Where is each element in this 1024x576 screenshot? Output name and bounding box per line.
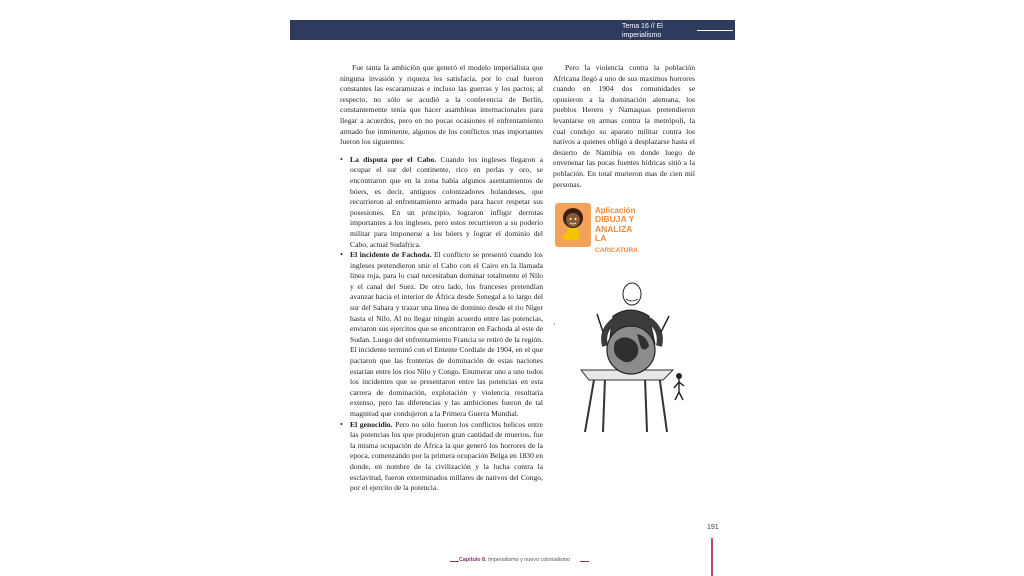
bullet-text: Pero no sólo fueron los conflictos belicos entre las potencias los que produjeron gran cantidad de muertos, fue la misma ocupación de África la que generó los horrores de la epoca, comenzando por la primera ocupación Belga en 1830 en donde, en nombre de la civilización y la lucha contra la esclavitud, fueron exterminados millares de nativos del Congo, por el ejercito de la potencia. [350, 419, 543, 493]
footer-line-left [450, 561, 459, 562]
conflict-list [340, 155, 543, 494]
header-title: Tema 16 // El imperialismo [622, 23, 663, 39]
bullet-title: El genocidio. [350, 419, 393, 429]
activity-title-line-2: ANALIZA [595, 223, 633, 234]
footer-line-right [580, 561, 589, 562]
intro-paragraph: Fue tanta la ambición que generó el modelo imperialista que ninguna invasión y riqueza les satisfacía, por lo cual fueron constantes las escaramuzas e incluso las guerras y los pactos; al respecto, no sólo se acudió a la conferencia de Berlín, constantemente tenía que hacer asambleas internacionales para llegar a acuerdos, pero en no pocas ocasiones el enfrentamiento armado fue inminente, algunos de los conflictos mas importantes fueron los siguientes: [340, 63, 543, 147]
activity-title-line-1: DIBUJA Y [595, 214, 635, 224]
bullet-title: La disputa por el Cabo. [350, 154, 437, 164]
activity-texts [595, 206, 705, 256]
bullet-title: El incidente de Fachoda. [350, 250, 432, 260]
right-paragraph: Pero la violencia contra la población Africana llegó a uno de sus maximos horrores cuando en 1904 dos comunidades se opusieron a la dominación alemana, los pueblos Herero y Namaquas pretendieron levantarse en armas contra la metrópoli, la cual condujo su aparato militar contra los nativos a quienes obligó a desplazarse hasta el desierto de Namibia en donde luego de envenenar las pocas fuentes hídricas sitió a la población. En total murieron mas de cien mil personas. [553, 63, 695, 189]
activity-box [555, 203, 705, 268]
left-column [340, 63, 543, 494]
bullet-extra-text: Enumerar uno a uno todos los incidentes que se presentaron entre las potencias en esta carrera de dominación, explotación y violencia resultaría extenso, pero las diferencias y las ambiciones fueron de tal magnitud que condujeron a la Primera Guerra Mundial. [350, 366, 543, 418]
footer-title: Imperialismo y nuevo colonialismo [488, 557, 571, 563]
bullet-text: Cuando los ingleses llegaron a ocupar el sur del continente, rico en perlas y oro, se encontraron que en la zona había algunos asentamientos de bóers, es decir, antiguos colonizadores holandeses, que recurrieron al enfrentamiento armado para hacer respetar sus posesiones. En un principio, lograron infligir derrotas importantes a los ingleses, pero estos recurrieron a su poderío militar para imponerse a los bóers y lograr el dominio del Cabo, actual Sudafrica. [350, 154, 544, 249]
side-accent-line [711, 538, 713, 576]
list-item [340, 155, 543, 250]
footer-chapter: Capítulo 8. [459, 557, 487, 563]
activity-subtitle: CARICATURA [595, 246, 638, 254]
activity-title-line-3: LA [595, 233, 607, 243]
imperialism-caricature-illustration [575, 274, 693, 434]
list-item [340, 250, 543, 420]
page-number: 191 [707, 524, 719, 531]
activity-label: Aplicación [595, 206, 636, 215]
bullet-text: El conflicto se presentó cuando los ingleses pretendieron unir el Cabo con el Cairo en la llamada línea roja, para lo cual necesitaban dominar totalmente el Nilo y el canal del Suez. De otro lado, los franceses pretendían avanzar hacia el interior de África desde Senegal a lo largo del sur del Sahara y trazar una línea de dominio desde el rio Níger hasta el Nilo. Al no llegar ningún acuerdo entre las potencias, enviaron sus ejercitos que se encontraron en Fachoda al este de Sudan. Luego del enfrentamiento Francia se retiró de la región. El incidente terminó con el Entente Cordiale de 1904, en el que pactaron que las fronteras de dominación de estas naciones estarian entre los ríos Nilo y Congo. [350, 250, 543, 376]
footer-text [459, 557, 570, 563]
right-column [553, 63, 695, 190]
list-item [340, 420, 543, 494]
footer [450, 556, 600, 566]
header-rule [697, 30, 733, 31]
stray-dot: · [553, 320, 556, 329]
girl-drawing-icon [555, 203, 591, 247]
